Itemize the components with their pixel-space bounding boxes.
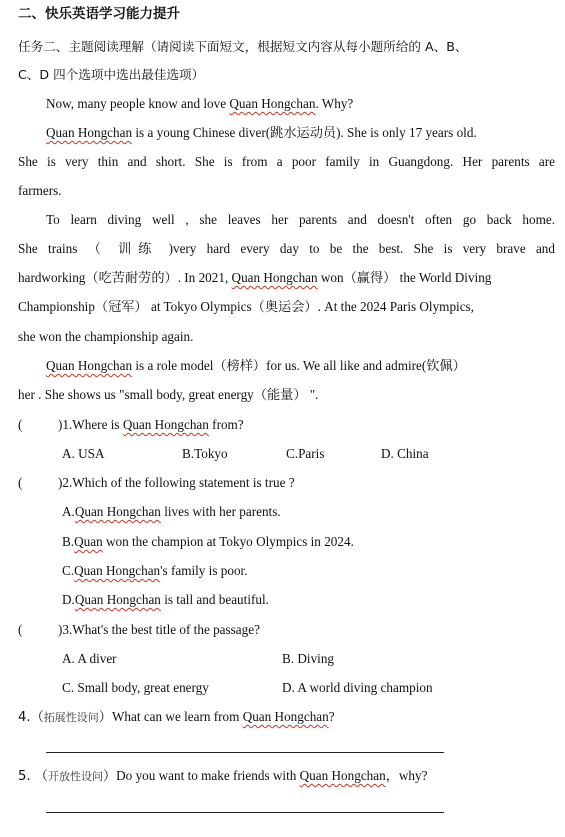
answer-blank-paren[interactable]: ( — [18, 622, 23, 637]
question-2-option-d: D.Quan Hongchan is tall and beautiful. — [62, 592, 269, 607]
passage-paragraph-1: Now, many people know and love Quan Hongchan. Why? — [46, 96, 354, 111]
question-2-option-c: C.Quan Hongchan's family is poor. — [62, 563, 248, 578]
answer-blank-paren[interactable]: ( — [18, 417, 23, 432]
question-2-stem: ( )2.Which of the following statement is true ? — [18, 475, 295, 490]
question-1-option-b: B.Tokyo — [182, 446, 228, 461]
answer-blank-paren[interactable]: ( — [18, 475, 23, 490]
question-5-answer-line[interactable] — [46, 812, 444, 813]
passage-paragraph-3-line-4: Championship（冠军） at Tokyo Olympics（奥运会）. At the 2024 Paris Olympics, — [18, 299, 474, 314]
question-4-answer-line[interactable] — [46, 752, 444, 753]
question-1-option-a: A. USA — [62, 446, 105, 461]
passage-paragraph-3-line-5: she won the championship again. — [18, 329, 194, 344]
question-4-tag: 拓展性设问 — [43, 711, 99, 724]
passage-paragraph-3-line-2: She trains （ 训练 )very hard every day to be the best. She is very brave and — [18, 241, 555, 256]
task-instructions-line-2: C、D 四个选项中选出最佳选项） — [18, 67, 205, 82]
passage-paragraph-3-line-3: hardworking（吃苦耐劳的）. In 2021, Quan Hongchan won（赢得） the World Diving — [18, 270, 492, 285]
passage-paragraph-3-line-1: To learn diving well , she leaves her parents and doesn't often go back home. — [46, 212, 555, 227]
section-heading: 二、快乐英语学习能力提升 — [18, 6, 180, 22]
question-1-option-c: C.Paris — [286, 446, 325, 461]
passage-paragraph-4-line-2: her . She shows us "small body, great energy（能量） ". — [18, 387, 319, 402]
question-3-option-c: C. Small body, great energy — [62, 680, 209, 695]
question-2-option-b: B.Quan won the champion at Tokyo Olympics in 2024. — [62, 534, 354, 549]
question-3-stem: ( )3.What's the best title of the passage? — [18, 622, 260, 637]
question-4-stem: 4.（拓展性设问）What can we learn from Quan Hongchan? — [18, 709, 335, 725]
question-3-option-b: B. Diving — [282, 651, 335, 666]
question-2-option-a: A.Quan Hongchan lives with her parents. — [62, 504, 281, 519]
question-1-stem: ( )1.Where is Quan Hongchan from? — [18, 417, 244, 432]
question-3-option-a: A. A diver — [62, 651, 117, 666]
task-instructions-line-1: 任务二、主题阅读理解（请阅读下面短文，根据短文内容从每小题所给的 A、B、 — [18, 39, 468, 54]
passage-paragraph-2-line-1: Quan Hongchan is a young Chinese diver(跳水运动员). She is only 17 years old. — [46, 125, 477, 140]
passage-paragraph-4-line-1: Quan Hongchan is a role model（榜样）for us. We all like and admire(钦佩） — [46, 358, 466, 373]
question-5-tag: 开放性设问 — [47, 770, 103, 783]
question-3-option-d: D. A world diving champion — [282, 680, 433, 695]
passage-paragraph-2-line-3: farmers. — [18, 183, 62, 198]
question-5-stem: 5. （开放性设问）Do you want to make friends with Quan Hongchan，why? — [18, 768, 428, 784]
question-1-option-d: D. China — [381, 446, 429, 461]
passage-paragraph-2-line-2: She is very thin and short. She is from a poor family in Guangdong. Her parents are — [18, 154, 555, 169]
